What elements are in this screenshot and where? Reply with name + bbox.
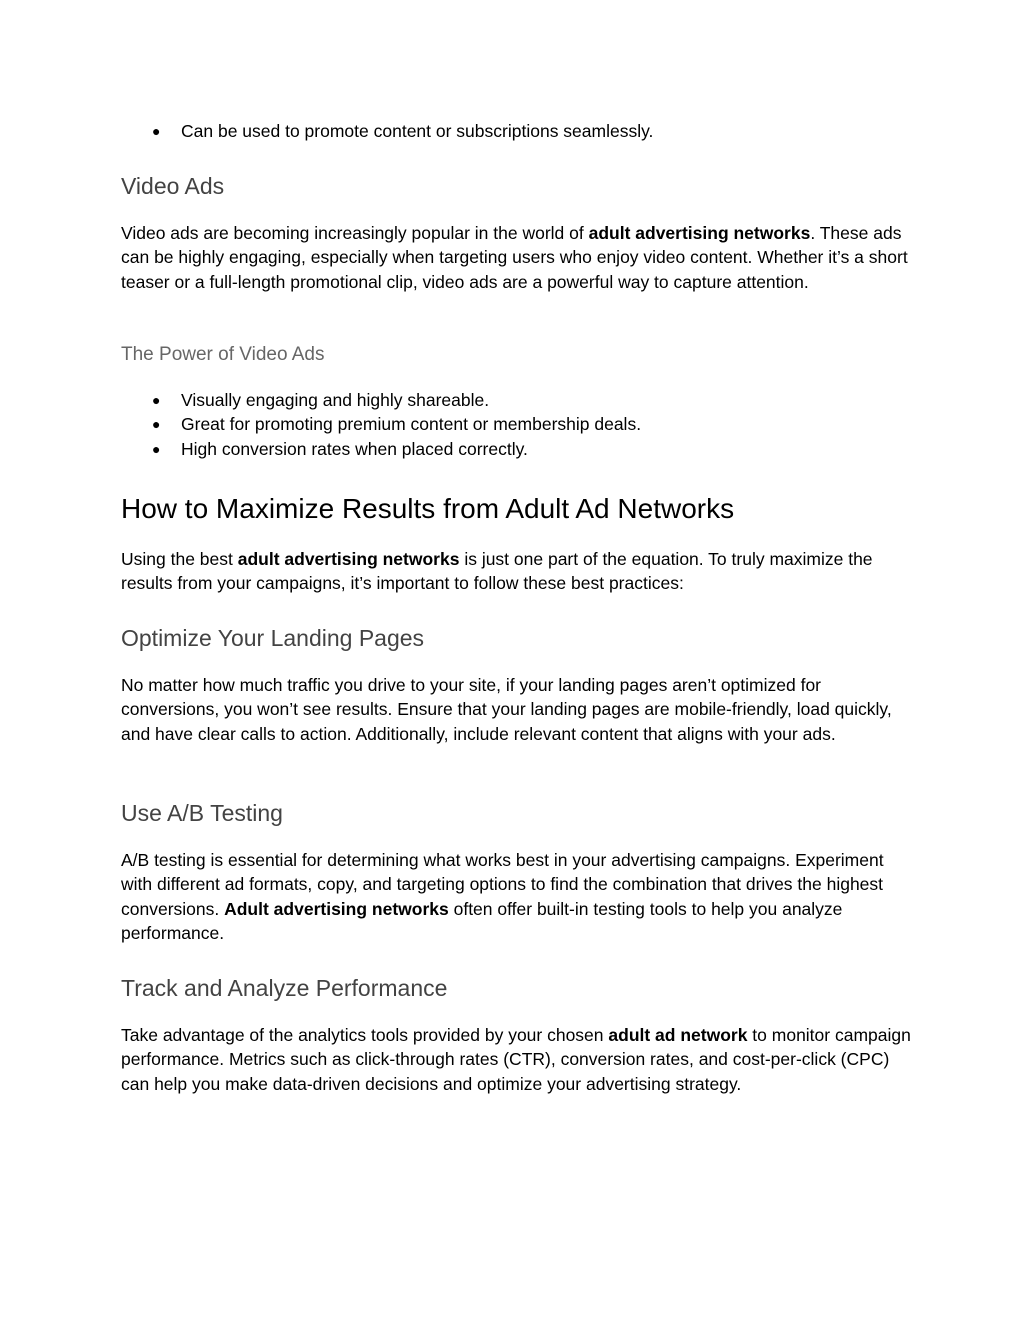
paragraph-text: is just one part of the equation. To truly maximize the results from your campaigns, it’s important to follow these best practices: bbox=[121, 549, 873, 594]
section-heading-track-performance: Track and Analyze Performance bbox=[121, 975, 448, 1001]
list-item bbox=[121, 119, 911, 143]
bullet-icon: ● bbox=[152, 123, 161, 139]
top-bullet-list bbox=[121, 119, 911, 143]
video-ads-bullet-list bbox=[121, 388, 911, 461]
video-ads-paragraph bbox=[121, 221, 911, 294]
bold-keyword: adult advertising networks bbox=[588, 223, 811, 243]
list-item bbox=[121, 388, 911, 412]
bold-keyword: Adult advertising networks bbox=[224, 898, 449, 919]
ab-testing-paragraph bbox=[121, 848, 911, 945]
section-heading-landing-pages: Optimize Your Landing Pages bbox=[121, 625, 425, 651]
bold-keyword: adult ad network bbox=[608, 1025, 748, 1045]
section-heading-video-ads: Video Ads bbox=[121, 173, 225, 199]
bullet-icon: ● bbox=[152, 440, 161, 457]
paragraph-text: Take advantage of the analytics tools provided by your chosen bbox=[121, 1025, 609, 1045]
paragraph-text: Using the best bbox=[121, 549, 238, 569]
bullet-text: Visually engaging and highly shareable. bbox=[181, 390, 490, 410]
major-heading-maximize-results: How to Maximize Results from Adult Ad Networks bbox=[121, 493, 735, 524]
paragraph-text: A/B testing is essential for determining what works best in your advertising campaigns. Experiment with different ad formats, copy, and targeting options to find the combination that drives the highest conversions. bbox=[121, 850, 884, 919]
list-item bbox=[121, 437, 911, 461]
bullet-icon: ● bbox=[152, 416, 161, 433]
bold-keyword: adult advertising networks bbox=[237, 549, 460, 569]
subheading-power-of-video-ads: The Power of Video Ads bbox=[121, 344, 325, 365]
track-paragraph bbox=[121, 1023, 911, 1096]
bullet-icon: ● bbox=[152, 392, 161, 408]
paragraph-text: to monitor campaign performance. Metrics such as click-through rates (CTR), conversion rates, and cost-per-click (CPC) can help you make data-driven decisions and optimize your advertising strategy. bbox=[121, 1025, 911, 1094]
paragraph-text: often offer built-in testing tools to help you analyze performance. bbox=[121, 898, 843, 943]
paragraph-text: Video ads are becoming increasingly popular in the world of bbox=[121, 223, 589, 243]
paragraph-text: . These ads can be highly engaging, especially when targeting users who enjoy video content. Whether it’s a short teaser or a full-length promotional clip, video ads are a powerful way to capture attention. bbox=[121, 223, 908, 292]
section-heading-ab-testing: Use A/B Testing bbox=[121, 800, 283, 826]
bullet-text: High conversion rates when placed correctly. bbox=[181, 438, 528, 459]
bullet-text: Great for promoting premium content or membership deals. bbox=[181, 414, 642, 435]
bullet-text: Can be used to promote content or subscriptions seamlessly. bbox=[181, 121, 654, 141]
list-item bbox=[121, 412, 911, 436]
maximize-paragraph bbox=[121, 547, 911, 596]
landing-paragraph: No matter how much traffic you drive to your site, if your landing pages aren’t optimized for conversions, you won’t see results. Ensure that your landing pages are mobile-friendly, load quickly, and have clear calls to action. Additionally, include relevant content that aligns with your ads. bbox=[121, 675, 892, 744]
